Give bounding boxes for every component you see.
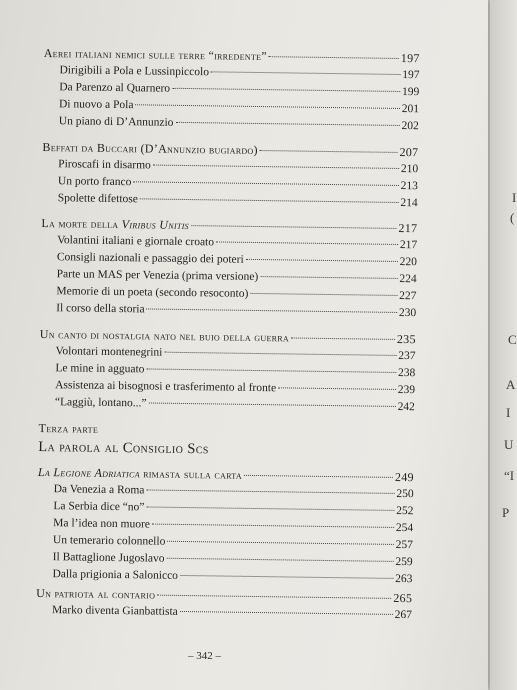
entry-title: Memorie di un poeta (secondo resoconto) [56, 285, 249, 300]
page-number: 237 [398, 349, 416, 363]
leader-dots [133, 180, 398, 186]
page-number: 199 [401, 86, 420, 99]
toc-entry [40, 344, 416, 363]
toc-entry [43, 114, 419, 133]
toc-section-heading [38, 465, 414, 484]
entry-title: Spolette difettose [57, 192, 138, 206]
entry-title: La Serbia dice “no” [53, 500, 145, 514]
part-title: La parola al Consiglio Scs [38, 438, 209, 458]
entry-title: Le mine in agguato [55, 362, 145, 376]
next-page-fragment: ( [510, 210, 515, 225]
entry-title: Da Venezia a Roma [53, 483, 145, 497]
next-page-fragment: I [512, 190, 517, 205]
next-page-fragment: I [506, 405, 511, 420]
toc-entry [39, 378, 415, 397]
entry-title: Di nuovo a Pola [58, 98, 134, 112]
leader-dots [260, 275, 397, 279]
page-number: 239 [397, 383, 416, 397]
leader-dots [180, 574, 393, 579]
entry-title: Dirigibili a Pola e Lussinpiccolo [59, 64, 210, 79]
section-title: Aerei italiani nemici sulle terre “irredente” [43, 45, 267, 64]
leader-dots [246, 258, 398, 262]
leader-dots [250, 292, 397, 296]
section-title [38, 465, 242, 482]
toc-entry [36, 567, 412, 586]
section-title-italic: La Legione Adriatica [37, 464, 140, 481]
leader-dots [146, 505, 394, 510]
book-page-right-edge [490, 0, 517, 690]
section-title: Un patriota al contario [36, 585, 156, 602]
leader-dots [146, 367, 396, 372]
leader-dots [157, 594, 391, 599]
page-number: 217 [399, 238, 418, 252]
next-page-fragment: A [506, 377, 516, 392]
leader-dots [140, 197, 399, 203]
toc-section-heading [42, 140, 418, 159]
page-folio: – 342 – [188, 650, 221, 662]
next-page-fragment: “I [504, 468, 515, 483]
leader-dots [149, 401, 396, 406]
toc-entry [37, 499, 413, 518]
entry-title: “Laggiù, lontano...” [54, 396, 147, 410]
page-number: 254 [395, 521, 414, 535]
toc-section-heading [36, 586, 412, 605]
toc-section-heading [40, 327, 416, 346]
page-number: 220 [399, 255, 417, 269]
next-page-fragment: P [502, 505, 510, 520]
entry-title: Consigli nazionali e passaggio dei poteri [56, 251, 244, 266]
toc-entry [41, 250, 417, 269]
entry-title: Un porto franco [57, 175, 132, 189]
section-title-suffix: rimasta sulla carta [139, 466, 243, 482]
table-of-contents [36, 36, 420, 622]
toc-section-heading [41, 216, 417, 235]
toc-entry [40, 284, 416, 303]
section-title: Beffati da Buccari (D’Annunzio bugiardo) [42, 139, 258, 157]
entry-title: Volantini italiani e giornale croato [57, 234, 215, 249]
section-title-prefix: La morte della [41, 215, 122, 232]
toc-section-heading [44, 46, 420, 65]
page-number: 202 [401, 120, 419, 133]
toc-entry [41, 233, 417, 252]
leader-dots [278, 386, 396, 390]
leader-dots [211, 70, 400, 75]
page-number: 217 [398, 220, 418, 236]
toc-entry [43, 97, 419, 116]
page-number: 210 [400, 162, 419, 176]
leader-dots [291, 336, 395, 339]
leader-dots [152, 523, 394, 528]
leader-dots [167, 540, 393, 545]
leader-dots [180, 610, 393, 615]
leader-dots [146, 488, 394, 493]
toc-entry [43, 80, 419, 99]
toc-entry [39, 361, 415, 380]
entry-title: Un temerario colonnello [52, 534, 166, 548]
leader-dots [216, 240, 398, 245]
section-title [41, 216, 189, 232]
toc-entry [37, 550, 413, 569]
page-number: 201 [401, 103, 420, 116]
entry-title: Il corso della storia [56, 302, 145, 316]
leader-dots [164, 351, 396, 356]
entry-title: Assistenza ai bisognosi e trasferimento al fronte [55, 379, 277, 395]
page-number: 207 [399, 144, 419, 160]
entry-title: Da Parenzo al Quarnero [59, 81, 171, 95]
page-number: 197 [402, 69, 420, 82]
leader-dots [135, 103, 399, 109]
toc-entry [41, 267, 417, 286]
section-title-italic: Viribus Unitis [121, 217, 190, 233]
page-number: 242 [397, 400, 415, 414]
page-number: 213 [400, 179, 419, 193]
toc-entry [38, 482, 414, 501]
page-number: 250 [396, 487, 414, 501]
page-number: 259 [395, 555, 413, 569]
page-number: 224 [399, 272, 417, 286]
page-number: 235 [396, 331, 416, 347]
part-label: Terza parte [38, 420, 99, 436]
entry-title: Volontari montenegrini [55, 345, 163, 359]
page-number: 249 [394, 469, 414, 485]
page-number: 197 [400, 50, 420, 66]
leader-dots [191, 224, 397, 229]
page-number: 227 [399, 289, 417, 303]
page-number: 252 [396, 504, 414, 518]
entry-title: Dalla prigionia a Salonicco [52, 568, 179, 582]
page-number: 214 [400, 196, 418, 210]
entry-title: Un piano di D’Annunzio [58, 115, 174, 129]
toc-entry [36, 603, 412, 622]
toc-entry [37, 533, 413, 552]
page-number: 267 [394, 608, 413, 622]
page-number: 257 [395, 538, 414, 552]
toc-entry [42, 157, 418, 176]
section-title: Un canto di nostalgia nato nel buio della guerra [39, 326, 290, 345]
leader-dots [269, 55, 399, 59]
entry-title: Piroscafi in disarmo [58, 158, 151, 172]
leader-dots [167, 557, 394, 562]
entry-title: Il Battaglione Jugoslavo [52, 551, 165, 565]
leader-dots [175, 121, 399, 126]
entry-title: Marko diventa Gianbattista [51, 604, 178, 618]
entry-title: Parte un MAS per Venezia (prima versione) [56, 268, 259, 284]
page-number: 265 [393, 590, 413, 606]
toc-entry [42, 191, 418, 210]
next-page-fragment: C [508, 332, 517, 347]
toc-entry [43, 63, 419, 82]
page-number: 230 [398, 306, 417, 320]
page-number: 263 [395, 572, 413, 586]
entry-title: Ma l’idea non muore [53, 517, 151, 531]
toc-entry [39, 395, 415, 414]
leader-dots [172, 87, 400, 92]
toc-entry [42, 174, 418, 193]
next-page-fragment: U [504, 437, 514, 452]
leader-dots [147, 307, 397, 312]
toc-entry [37, 516, 413, 535]
page-number: 238 [397, 366, 416, 380]
toc-entry [40, 301, 416, 320]
leader-dots [260, 149, 398, 153]
leader-dots [153, 164, 399, 169]
leader-dots [244, 474, 393, 478]
